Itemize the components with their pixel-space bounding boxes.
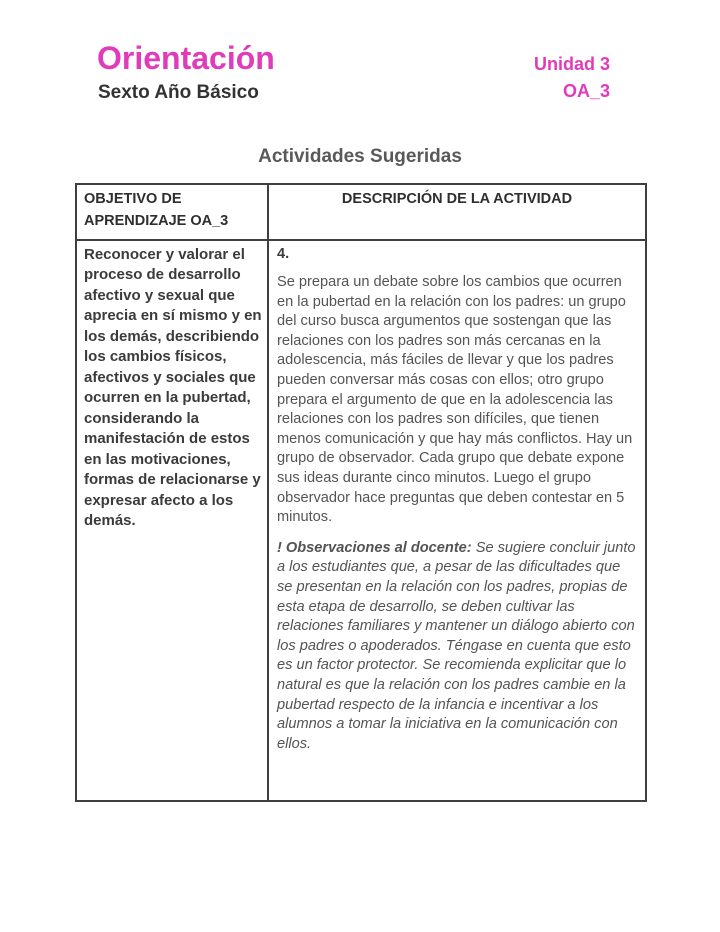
unit-label: Unidad 3 bbox=[533, 54, 610, 74]
objective-cell: Reconocer y valorar el proceso de desarrollo afectivo y sexual que aprecia en sí mismo y en los demás, describiendo los cambios físicos, afectivos y sociales que ocurren en la pubertad, considerando la manifestación de estos en las motivaciones, formas de relacionarse y expresar afecto a los demás. bbox=[76, 240, 268, 801]
oa-label: OA_3 bbox=[562, 81, 610, 101]
teacher-note bbox=[277, 539, 637, 755]
teacher-note-label: ! Observaciones al docente: bbox=[277, 539, 472, 556]
brand-title: Orientación bbox=[97, 40, 275, 76]
teacher-note-text: Se sugiere concluir junto a los estudiantes que, a pesar de las dificultades que se presentan en la relación con los padres, propias de esta etapa de desarrollo, se deben cultivar las relaciones familiares y mantener un diálogo abierto con los padres o apoderados. Téngase en cuenta que esto es un factor protector. Se recomienda explicitar que lo natural es que la relación con los padres cambie en la pubertad respecto de la infancia e incentivar a los alumnos a tomar la iniciativa en la comunicación con ellos. bbox=[277, 539, 636, 752]
description-header-cell: DESCRIPCIÓN DE LA ACTIVIDAD bbox=[268, 184, 646, 240]
activities-table bbox=[75, 183, 647, 802]
objective-header-cell: OBJETIVO DE APRENDIZAJE OA_3 bbox=[76, 184, 268, 240]
section-title: Actividades Sugeridas bbox=[258, 146, 462, 167]
table-body-row bbox=[76, 240, 646, 801]
activity-cell bbox=[268, 240, 646, 801]
brand-subtitle: Sexto Año Básico bbox=[98, 82, 259, 103]
header-right-block bbox=[534, 51, 610, 105]
activity-paragraph: Se prepara un debate sobre los cambios que ocurren en la pubertad en la relación con los padres: un grupo del curso busca argumentos que sostengan que las relaciones con los padres son más cercanas en la adolescencia, más fáciles de llevar y que los padres pueden conversar más cosas con ellos; otro grupo prepara el argumento de que en la adolescencia las relaciones con los padres son difíciles, que tienen menos comunicación y que hay más conflictos. Hay un grupo de observador. Cada grupo que debate expone sus ideas durante cinco minutos. Luego el grupo observador hace preguntas que deben contestar en 5 minutos. bbox=[277, 274, 633, 526]
table-header-row bbox=[76, 184, 646, 240]
activity-number: 4. bbox=[277, 245, 290, 262]
